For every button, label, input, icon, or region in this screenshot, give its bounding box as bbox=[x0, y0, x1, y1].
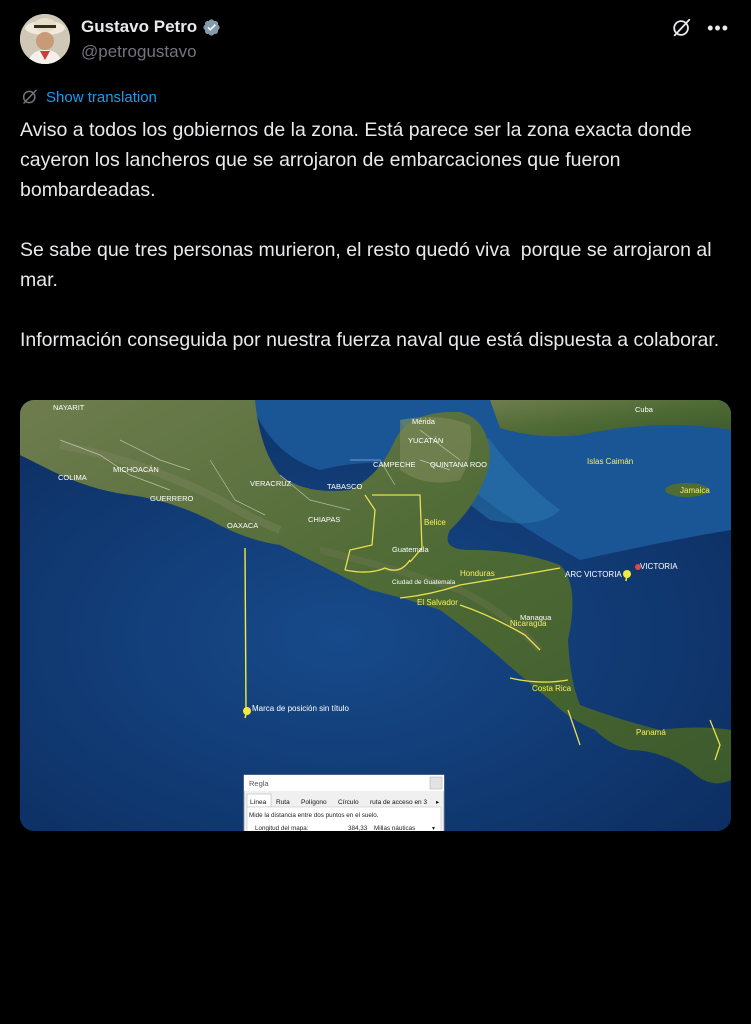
label-cuba: Cuba bbox=[635, 405, 653, 414]
ruler-tab-1[interactable]: Ruta bbox=[276, 799, 290, 806]
label-chiapas: CHIAPAS bbox=[308, 515, 341, 524]
ruler-dialog[interactable] bbox=[244, 775, 444, 831]
ruler-tabs-next-arrow[interactable]: ▸ bbox=[436, 799, 440, 806]
ruler-tab-0[interactable]: Línea bbox=[250, 799, 267, 806]
label-yucatan: YUCATÁN bbox=[408, 436, 444, 445]
label-managua: Managua bbox=[520, 613, 552, 622]
label-islas-caiman: Islas Caimán bbox=[587, 457, 634, 466]
label-costa-rica: Costa Rica bbox=[532, 684, 572, 693]
label-el-salvador: El Salvador bbox=[417, 598, 458, 607]
ruler-title: Regla bbox=[249, 779, 269, 788]
label-arc-victoria: ARC VICTORIA bbox=[565, 570, 622, 579]
label-guerrero: GUERRERO bbox=[150, 494, 194, 503]
label-tabasco: TABASCO bbox=[327, 482, 363, 491]
tweet-media-map[interactable] bbox=[20, 400, 731, 831]
label-victoria: VICTORIA bbox=[640, 562, 678, 571]
label-quintana-roo: QUINTANA ROO bbox=[430, 460, 487, 469]
translate-icon bbox=[21, 88, 39, 106]
label-michoacan: MICHOACÁN bbox=[113, 465, 159, 474]
label-veracruz: VERACRUZ bbox=[250, 479, 292, 488]
tweet-paragraph-3: Información conseguida por nuestra fuerza naval que está dispuesta a colaborar. bbox=[20, 329, 720, 351]
tweet-paragraph-2: Se sabe que tres personas murieron, el resto quedó viva porque se arrojaron al mar. bbox=[20, 239, 717, 291]
more-icon[interactable]: ••• bbox=[707, 18, 729, 38]
label-honduras: Honduras bbox=[460, 569, 495, 578]
label-ciudad-guatemala: Ciudad de Guatemala bbox=[392, 579, 456, 586]
label-jamaica: Jamaica bbox=[680, 486, 710, 495]
label-nayarit: NAYARIT bbox=[53, 403, 85, 412]
label-colima: COLIMA bbox=[58, 473, 87, 482]
ruler-tab-2[interactable]: Polígono bbox=[301, 799, 327, 806]
tweet-text bbox=[20, 115, 730, 355]
author-handle[interactable]: @petrogustavo bbox=[81, 42, 197, 61]
ruler-unit-dropdown-icon[interactable]: ▾ bbox=[432, 826, 436, 831]
label-nicaragua: Nicaragua bbox=[510, 619, 547, 628]
label-marker: Marca de posición sin título bbox=[252, 704, 349, 713]
avatar[interactable] bbox=[20, 14, 70, 64]
author-display-name[interactable] bbox=[81, 16, 221, 38]
label-belice: Belice bbox=[424, 518, 446, 527]
author-name-text[interactable]: Gustavo Petro bbox=[81, 17, 198, 36]
grok-icon[interactable] bbox=[671, 17, 693, 39]
label-panama: Panamá bbox=[636, 728, 666, 737]
verified-badge-icon bbox=[202, 18, 221, 37]
tweet-header bbox=[20, 14, 735, 74]
show-translation-link[interactable] bbox=[21, 88, 157, 106]
tweet-paragraph-1: Aviso a todos los gobiernos de la zona. Está parece ser la zona exacta donde cayeron los lancheros que se arrojaron de embarcaciones que fueron bombardeadas. bbox=[20, 119, 698, 201]
ruler-length-unit[interactable]: Millas náuticas bbox=[374, 825, 416, 831]
ruler-tab-3[interactable]: Círculo bbox=[338, 799, 359, 806]
label-campeche: CAMPECHE bbox=[373, 460, 416, 469]
ruler-tab-4[interactable]: ruta de acceso en 3 bbox=[370, 799, 428, 806]
ruler-description: Mide la distancia entre dos puntos en el suelo. bbox=[249, 812, 379, 819]
label-merida: Mérida bbox=[412, 417, 435, 426]
label-oaxaca: OAXACA bbox=[227, 521, 259, 530]
show-translation-label[interactable]: Show translation bbox=[46, 88, 157, 106]
ruler-length-value: 384,33 bbox=[348, 825, 368, 831]
ruler-length-label: Longitud del mapa: bbox=[255, 825, 309, 831]
ruler-close-button[interactable] bbox=[430, 777, 442, 789]
label-guatemala: Guatemala bbox=[392, 545, 429, 554]
